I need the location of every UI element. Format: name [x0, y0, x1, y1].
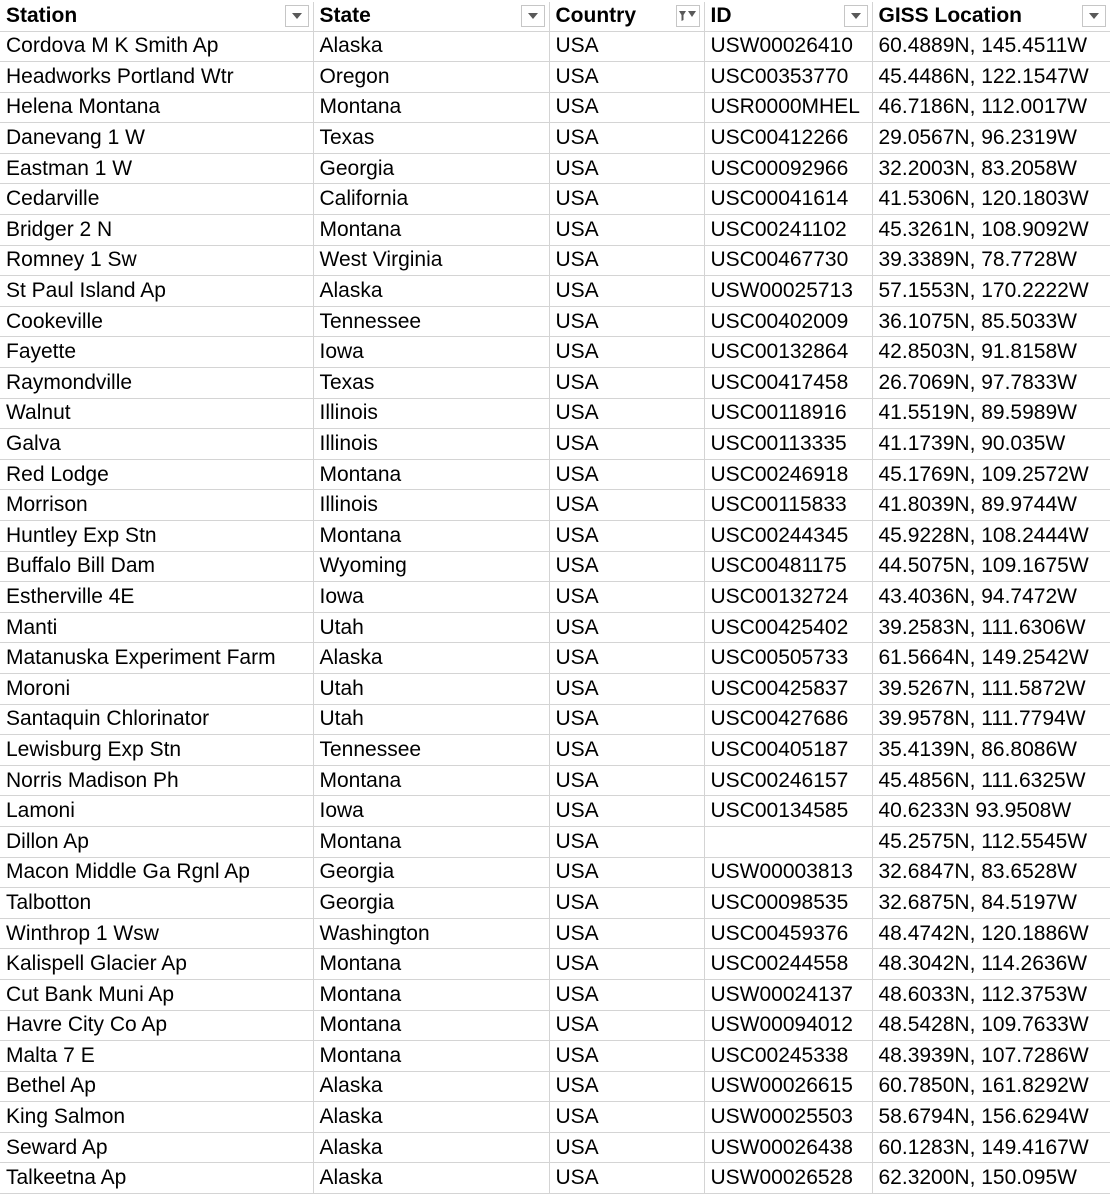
cell-state[interactable]: Utah — [313, 673, 549, 704]
cell-giss-location[interactable]: 41.1739N, 90.035W — [872, 429, 1110, 460]
filter-dropdown-button[interactable] — [285, 5, 309, 27]
chevron-down-icon — [1088, 12, 1100, 20]
column-header-station[interactable] — [0, 2, 313, 31]
table-row — [0, 673, 1110, 704]
cell-station[interactable]: Bethel Ap — [0, 1071, 313, 1102]
table-row — [0, 123, 1110, 154]
table-row — [0, 949, 1110, 980]
table-row — [0, 888, 1110, 919]
cell-id[interactable]: USC00245338 — [704, 1041, 872, 1072]
cell-country[interactable]: USA — [549, 582, 704, 613]
table-row — [0, 1010, 1110, 1041]
cell-state[interactable]: Utah — [313, 704, 549, 735]
cell-country[interactable]: USA — [549, 979, 704, 1010]
cell-station[interactable]: Seward Ap — [0, 1132, 313, 1163]
cell-giss-location[interactable]: 58.6794N, 156.6294W — [872, 1102, 1110, 1133]
cell-station[interactable]: Bridger 2 N — [0, 215, 313, 246]
cell-station[interactable]: Morrison — [0, 490, 313, 521]
table-row — [0, 184, 1110, 215]
table-row — [0, 857, 1110, 888]
cell-country[interactable]: USA — [549, 306, 704, 337]
cell-id[interactable]: USC00244345 — [704, 521, 872, 552]
column-header-label: ID — [710, 4, 732, 28]
cell-id[interactable]: USC00425837 — [704, 673, 872, 704]
cell-id[interactable]: USC00425402 — [704, 612, 872, 643]
filter-active-icon — [678, 9, 698, 23]
filter-dropdown-button[interactable] — [521, 5, 545, 27]
cell-country[interactable]: USA — [549, 612, 704, 643]
cell-state[interactable]: Montana — [313, 1041, 549, 1072]
column-header-label: Country — [555, 4, 636, 28]
cell-station[interactable]: Cordova M K Smith Ap — [0, 31, 313, 62]
cell-station[interactable]: Lamoni — [0, 796, 313, 827]
cell-id[interactable]: USC00412266 — [704, 123, 872, 154]
table-row — [0, 62, 1110, 93]
cell-state[interactable]: Iowa — [313, 796, 549, 827]
filter-dropdown-button[interactable] — [844, 5, 868, 27]
cell-giss-location[interactable]: 48.5428N, 109.7633W — [872, 1010, 1110, 1041]
cell-state[interactable]: Illinois — [313, 398, 549, 429]
table-row — [0, 215, 1110, 246]
cell-station[interactable]: Matanuska Experiment Farm — [0, 643, 313, 674]
cell-station[interactable]: Buffalo Bill Dam — [0, 551, 313, 582]
column-header-id[interactable] — [704, 2, 872, 31]
cell-giss-location[interactable]: 62.3200N, 150.095W — [872, 1163, 1110, 1194]
cell-state[interactable]: Alaska — [313, 1163, 549, 1194]
cell-country[interactable]: USA — [549, 735, 704, 766]
cell-station[interactable]: Romney 1 Sw — [0, 245, 313, 276]
cell-state[interactable]: West Virginia — [313, 245, 549, 276]
cell-giss-location[interactable]: 32.2003N, 83.2058W — [872, 153, 1110, 184]
cell-id[interactable]: USC00467730 — [704, 245, 872, 276]
cell-id[interactable]: USW00025713 — [704, 276, 872, 307]
cell-giss-location[interactable]: 41.5306N, 120.1803W — [872, 184, 1110, 215]
cell-state[interactable]: Texas — [313, 123, 549, 154]
cell-giss-location[interactable]: 41.5519N, 89.5989W — [872, 398, 1110, 429]
cell-station[interactable]: Moroni — [0, 673, 313, 704]
cell-state[interactable]: Montana — [313, 459, 549, 490]
cell-station[interactable]: St Paul Island Ap — [0, 276, 313, 307]
cell-country[interactable]: USA — [549, 765, 704, 796]
cell-giss-location[interactable]: 39.5267N, 111.5872W — [872, 673, 1110, 704]
cell-station[interactable]: Malta 7 E — [0, 1041, 313, 1072]
cell-station[interactable]: Santaquin Chlorinator — [0, 704, 313, 735]
cell-giss-location[interactable]: 36.1075N, 85.5033W — [872, 306, 1110, 337]
cell-country[interactable]: USA — [549, 245, 704, 276]
cell-id[interactable]: USC00481175 — [704, 551, 872, 582]
cell-state[interactable]: Alaska — [313, 276, 549, 307]
cell-giss-location[interactable]: 61.5664N, 149.2542W — [872, 643, 1110, 674]
cell-country[interactable]: USA — [549, 62, 704, 93]
cell-giss-location[interactable]: 45.4856N, 111.6325W — [872, 765, 1110, 796]
cell-country[interactable]: USA — [549, 1071, 704, 1102]
chevron-down-icon — [291, 12, 303, 20]
table-row — [0, 153, 1110, 184]
cell-id[interactable]: USC00115833 — [704, 490, 872, 521]
filter-active-button[interactable] — [676, 5, 700, 27]
cell-station[interactable]: Talkeetna Ap — [0, 1163, 313, 1194]
cell-station[interactable]: Huntley Exp Stn — [0, 521, 313, 552]
table-row — [0, 1102, 1110, 1133]
cell-giss-location[interactable]: 48.3042N, 114.2636W — [872, 949, 1110, 980]
table-row — [0, 337, 1110, 368]
column-header-state[interactable] — [313, 2, 549, 31]
cell-station[interactable]: Norris Madison Ph — [0, 765, 313, 796]
cell-id[interactable]: USW00026528 — [704, 1163, 872, 1194]
table-row — [0, 582, 1110, 613]
cell-id[interactable]: USW00026410 — [704, 31, 872, 62]
cell-country[interactable]: USA — [549, 184, 704, 215]
cell-giss-location[interactable]: 48.4742N, 120.1886W — [872, 918, 1110, 949]
table-row — [0, 551, 1110, 582]
cell-giss-location[interactable]: 29.0567N, 96.2319W — [872, 123, 1110, 154]
cell-state[interactable]: Wyoming — [313, 551, 549, 582]
cell-id[interactable]: USW00024137 — [704, 979, 872, 1010]
cell-giss-location[interactable]: 60.7850N, 161.8292W — [872, 1071, 1110, 1102]
spreadsheet-table — [0, 2, 1110, 1194]
cell-state[interactable]: Alaska — [313, 1132, 549, 1163]
cell-id[interactable]: USC00118916 — [704, 398, 872, 429]
cell-state[interactable]: Utah — [313, 612, 549, 643]
table-row — [0, 796, 1110, 827]
cell-state[interactable]: California — [313, 184, 549, 215]
cell-id[interactable]: USW00003813 — [704, 857, 872, 888]
table-row — [0, 704, 1110, 735]
cell-giss-location[interactable]: 41.8039N, 89.9744W — [872, 490, 1110, 521]
cell-country[interactable]: USA — [549, 1010, 704, 1041]
table-row — [0, 521, 1110, 552]
cell-station[interactable]: Cookeville — [0, 306, 313, 337]
cell-country[interactable]: USA — [549, 857, 704, 888]
cell-state[interactable]: Montana — [313, 92, 549, 123]
cell-country[interactable]: USA — [549, 368, 704, 399]
cell-giss-location[interactable]: 42.8503N, 91.8158W — [872, 337, 1110, 368]
header-row — [0, 2, 1110, 31]
cell-state[interactable]: Washington — [313, 918, 549, 949]
cell-country[interactable]: USA — [549, 949, 704, 980]
cell-state[interactable]: Montana — [313, 521, 549, 552]
cell-country[interactable]: USA — [549, 888, 704, 919]
cell-id[interactable]: USW00094012 — [704, 1010, 872, 1041]
cell-station[interactable]: Lewisburg Exp Stn — [0, 735, 313, 766]
cell-country[interactable]: USA — [549, 429, 704, 460]
column-header-giss-location[interactable] — [872, 2, 1110, 31]
cell-id[interactable]: USC00244558 — [704, 949, 872, 980]
table-row — [0, 92, 1110, 123]
cell-station[interactable]: Red Lodge — [0, 459, 313, 490]
cell-id[interactable]: USC00402009 — [704, 306, 872, 337]
table-row — [0, 429, 1110, 460]
cell-state[interactable]: Tennessee — [313, 306, 549, 337]
cell-id[interactable]: USC00246918 — [704, 459, 872, 490]
cell-country[interactable]: USA — [549, 1163, 704, 1194]
cell-id[interactable]: USC00405187 — [704, 735, 872, 766]
cell-country[interactable]: USA — [549, 153, 704, 184]
cell-id[interactable]: USW00026438 — [704, 1132, 872, 1163]
filter-dropdown-button[interactable] — [1082, 5, 1106, 27]
cell-giss-location[interactable]: 32.6875N, 84.5197W — [872, 888, 1110, 919]
cell-station[interactable]: Danevang 1 W — [0, 123, 313, 154]
cell-id[interactable]: USC00353770 — [704, 62, 872, 93]
cell-id[interactable]: USC00427686 — [704, 704, 872, 735]
table-row — [0, 490, 1110, 521]
table-row — [0, 612, 1110, 643]
cell-country[interactable]: USA — [549, 1102, 704, 1133]
cell-giss-location[interactable]: 45.9228N, 108.2444W — [872, 521, 1110, 552]
cell-id[interactable]: USR0000MHEL — [704, 92, 872, 123]
cell-station[interactable]: Winthrop 1 Wsw — [0, 918, 313, 949]
cell-country[interactable]: USA — [549, 459, 704, 490]
cell-giss-location[interactable]: 57.1553N, 170.2222W — [872, 276, 1110, 307]
cell-state[interactable]: Illinois — [313, 490, 549, 521]
cell-giss-location[interactable]: 45.2575N, 112.5545W — [872, 826, 1110, 857]
cell-state[interactable]: Tennessee — [313, 735, 549, 766]
cell-giss-location[interactable]: 39.9578N, 111.7794W — [872, 704, 1110, 735]
cell-giss-location[interactable]: 45.1769N, 109.2572W — [872, 459, 1110, 490]
cell-giss-location[interactable]: 39.2583N, 111.6306W — [872, 612, 1110, 643]
cell-state[interactable]: Alaska — [313, 31, 549, 62]
table-row — [0, 918, 1110, 949]
cell-id[interactable] — [704, 826, 872, 857]
cell-station[interactable]: Helena Montana — [0, 92, 313, 123]
table-row — [0, 1041, 1110, 1072]
cell-giss-location[interactable]: 45.3261N, 108.9092W — [872, 215, 1110, 246]
cell-id[interactable]: USC00113335 — [704, 429, 872, 460]
cell-country[interactable]: USA — [549, 398, 704, 429]
cell-id[interactable]: USC00098535 — [704, 888, 872, 919]
cell-giss-location[interactable]: 60.1283N, 149.4167W — [872, 1132, 1110, 1163]
cell-state[interactable]: Iowa — [313, 582, 549, 613]
cell-state[interactable]: Montana — [313, 215, 549, 246]
cell-id[interactable]: USC00132864 — [704, 337, 872, 368]
cell-country[interactable]: USA — [549, 31, 704, 62]
cell-id[interactable]: USC00417458 — [704, 368, 872, 399]
cell-giss-location[interactable]: 40.6233N 93.9508W — [872, 796, 1110, 827]
table-row — [0, 735, 1110, 766]
table-row — [0, 643, 1110, 674]
table-row — [0, 245, 1110, 276]
cell-state[interactable]: Georgia — [313, 153, 549, 184]
cell-country[interactable]: USA — [549, 490, 704, 521]
table-row — [0, 1132, 1110, 1163]
cell-country[interactable]: USA — [549, 918, 704, 949]
cell-state[interactable]: Illinois — [313, 429, 549, 460]
table-row — [0, 1071, 1110, 1102]
column-header-label: State — [319, 4, 371, 28]
cell-id[interactable]: USC00505733 — [704, 643, 872, 674]
cell-station[interactable]: Manti — [0, 612, 313, 643]
cell-giss-location[interactable]: 39.3389N, 78.7728W — [872, 245, 1110, 276]
cell-giss-location[interactable]: 48.6033N, 112.3753W — [872, 979, 1110, 1010]
cell-id[interactable]: USC00134585 — [704, 796, 872, 827]
table-row — [0, 979, 1110, 1010]
cell-country[interactable]: USA — [549, 551, 704, 582]
cell-state[interactable]: Texas — [313, 368, 549, 399]
cell-station[interactable]: Headworks Portland Wtr — [0, 62, 313, 93]
cell-id[interactable]: USC00092966 — [704, 153, 872, 184]
cell-country[interactable]: USA — [549, 337, 704, 368]
cell-id[interactable]: USW00026615 — [704, 1071, 872, 1102]
cell-giss-location[interactable]: 32.6847N, 83.6528W — [872, 857, 1110, 888]
cell-state[interactable]: Oregon — [313, 62, 549, 93]
cell-station[interactable]: Talbotton — [0, 888, 313, 919]
cell-state[interactable]: Georgia — [313, 857, 549, 888]
cell-id[interactable]: USW00025503 — [704, 1102, 872, 1133]
cell-country[interactable]: USA — [549, 521, 704, 552]
chevron-down-icon — [850, 12, 862, 20]
cell-giss-location[interactable]: 60.4889N, 145.4511W — [872, 31, 1110, 62]
cell-station[interactable]: Kalispell Glacier Ap — [0, 949, 313, 980]
cell-state[interactable]: Alaska — [313, 1102, 549, 1133]
cell-country[interactable]: USA — [549, 643, 704, 674]
cell-id[interactable]: USC00132724 — [704, 582, 872, 613]
cell-id[interactable]: USC00246157 — [704, 765, 872, 796]
cell-country[interactable]: USA — [549, 826, 704, 857]
cell-state[interactable]: Alaska — [313, 643, 549, 674]
cell-station[interactable]: Cut Bank Muni Ap — [0, 979, 313, 1010]
cell-country[interactable]: USA — [549, 92, 704, 123]
cell-state[interactable]: Alaska — [313, 1071, 549, 1102]
cell-country[interactable]: USA — [549, 673, 704, 704]
table-row — [0, 276, 1110, 307]
cell-giss-location[interactable]: 46.7186N, 112.0017W — [872, 92, 1110, 123]
cell-station[interactable]: Macon Middle Ga Rgnl Ap — [0, 857, 313, 888]
cell-country[interactable]: USA — [549, 276, 704, 307]
column-header-country[interactable] — [549, 2, 704, 31]
table-row — [0, 306, 1110, 337]
cell-station[interactable]: Havre City Co Ap — [0, 1010, 313, 1041]
cell-giss-location[interactable]: 43.4036N, 94.7472W — [872, 582, 1110, 613]
table-row — [0, 765, 1110, 796]
table-row — [0, 826, 1110, 857]
table-row — [0, 1163, 1110, 1194]
cell-state[interactable]: Montana — [313, 765, 549, 796]
cell-state[interactable]: Montana — [313, 1010, 549, 1041]
cell-id[interactable]: USC00459376 — [704, 918, 872, 949]
cell-id[interactable]: USC00041614 — [704, 184, 872, 215]
cell-country[interactable]: USA — [549, 1041, 704, 1072]
cell-country[interactable]: USA — [549, 215, 704, 246]
cell-station[interactable]: Dillon Ap — [0, 826, 313, 857]
cell-station[interactable]: Eastman 1 W — [0, 153, 313, 184]
cell-giss-location[interactable]: 45.4486N, 122.1547W — [872, 62, 1110, 93]
cell-state[interactable]: Iowa — [313, 337, 549, 368]
cell-id[interactable]: USC00241102 — [704, 215, 872, 246]
table-row — [0, 459, 1110, 490]
cell-country[interactable]: USA — [549, 1132, 704, 1163]
cell-state[interactable]: Montana — [313, 979, 549, 1010]
column-header-label: Station — [6, 4, 78, 28]
table-row — [0, 31, 1110, 62]
table-body — [0, 31, 1110, 1194]
cell-giss-location[interactable]: 44.5075N, 109.1675W — [872, 551, 1110, 582]
cell-station[interactable]: King Salmon — [0, 1102, 313, 1133]
cell-country[interactable]: USA — [549, 123, 704, 154]
cell-country[interactable]: USA — [549, 796, 704, 827]
cell-station[interactable]: Cedarville — [0, 184, 313, 215]
table-row — [0, 368, 1110, 399]
table-row — [0, 398, 1110, 429]
chevron-down-icon — [527, 12, 539, 20]
cell-country[interactable]: USA — [549, 704, 704, 735]
cell-station[interactable]: Fayette — [0, 337, 313, 368]
cell-station[interactable]: Walnut — [0, 398, 313, 429]
cell-giss-location[interactable]: 48.3939N, 107.7286W — [872, 1041, 1110, 1072]
cell-station[interactable]: Galva — [0, 429, 313, 460]
cell-state[interactable]: Montana — [313, 826, 549, 857]
cell-giss-location[interactable]: 35.4139N, 86.8086W — [872, 735, 1110, 766]
cell-station[interactable]: Estherville 4E — [0, 582, 313, 613]
cell-giss-location[interactable]: 26.7069N, 97.7833W — [872, 368, 1110, 399]
column-header-label: GISS Location — [878, 4, 1023, 28]
cell-state[interactable]: Georgia — [313, 888, 549, 919]
cell-state[interactable]: Montana — [313, 949, 549, 980]
cell-station[interactable]: Raymondville — [0, 368, 313, 399]
